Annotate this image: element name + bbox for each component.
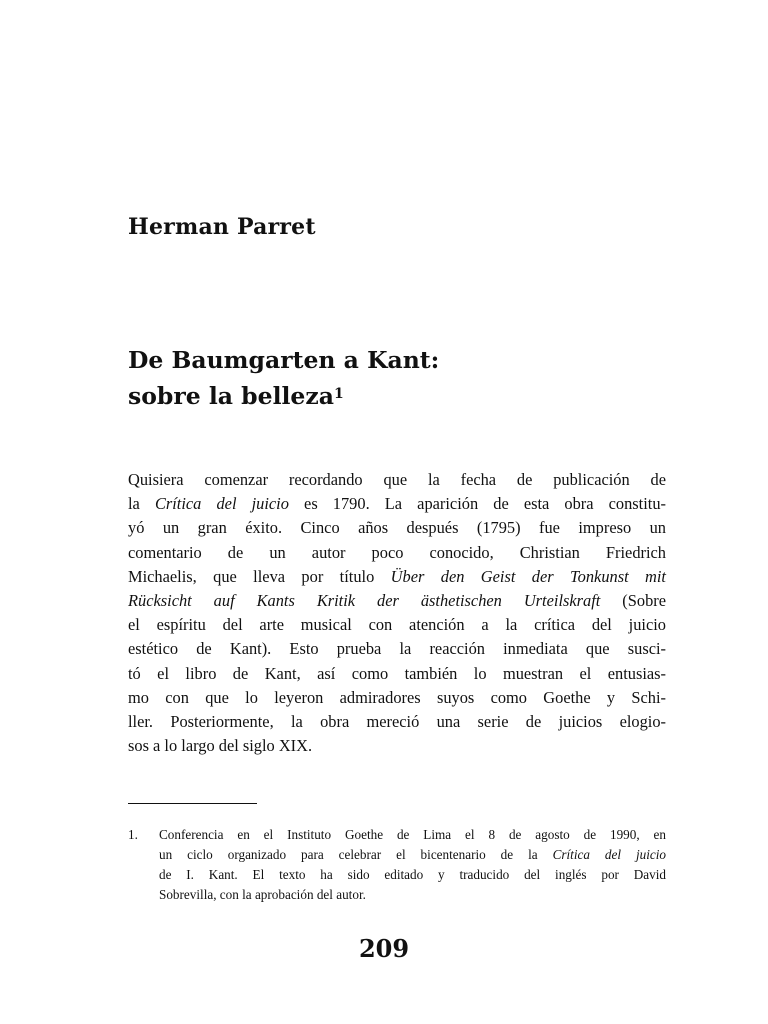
body-text-span: la — [128, 494, 155, 514]
footnote-text-span: un ciclo organizado para celebrar el bicentenario de la — [159, 847, 553, 862]
title-footnote-mark: 1 — [333, 386, 344, 402]
chapter-title — [128, 342, 439, 414]
title-line-2-text: sobre la belleza — [128, 382, 334, 410]
title-line-1: De Baumgarten a Kant: — [128, 346, 440, 374]
book-title-italic: Rücksicht auf Kants Kritik der ästhetischen Urteilskraft — [128, 591, 601, 611]
body-line: tó el libro de Kant, así como también lo muestran el entusias- — [128, 663, 666, 683]
page-number: 209 — [358, 934, 410, 963]
footnote-line: Conferencia en el Instituto Goethe de Lima el 8 de agosto de 1990, en — [159, 827, 666, 842]
body-line — [128, 565, 666, 589]
body-line — [128, 492, 666, 516]
body-line: yó un gran éxito. Cinco años después (1795) fue impreso un — [128, 518, 666, 538]
body-line: sos a lo largo del siglo XIX. — [128, 736, 313, 756]
footnote-number: 1. — [128, 827, 138, 842]
body-text-span: Michaelis, que lleva por título — [128, 566, 391, 586]
footnote-text — [159, 825, 666, 905]
body-line: estético de Kant). Esto prueba la reacción inmediata que susci- — [128, 639, 666, 659]
body-text-span: (Sobre — [600, 591, 667, 611]
body-line: mo con que lo leyeron admiradores suyos como Goethe y Schi- — [128, 687, 666, 707]
footnote-line: Sobrevilla, con la aprobación del autor. — [159, 887, 366, 902]
book-title-italic: Über den Geist der Tonkunst mit — [390, 566, 666, 586]
body-paragraph — [128, 468, 666, 758]
body-line — [128, 589, 666, 613]
body-line: comentario de un autor poco conocido, Christian Friedrich — [128, 542, 666, 562]
body-line: ller. Posteriormente, la obra mereció una serie de juicios elogio- — [128, 712, 666, 732]
author-name: Herman Parret — [128, 214, 316, 240]
book-title-italic: Crítica del juicio — [154, 494, 289, 514]
footnote-line — [159, 845, 666, 865]
footnote-divider — [128, 803, 257, 804]
book-title-italic: Crítica del juicio — [552, 847, 667, 862]
footnote-line: de I. Kant. El texto ha sido editado y traducido del inglés por David — [159, 867, 666, 882]
body-line: el espíritu del arte musical con atención a la crítica del juicio — [128, 615, 666, 635]
body-line: Quisiera comenzar recordando que la fecha de publicación de — [128, 470, 666, 489]
title-line-2 — [128, 378, 439, 414]
body-text-span: es 1790. La aparición de esta obra constitu- — [288, 494, 666, 514]
